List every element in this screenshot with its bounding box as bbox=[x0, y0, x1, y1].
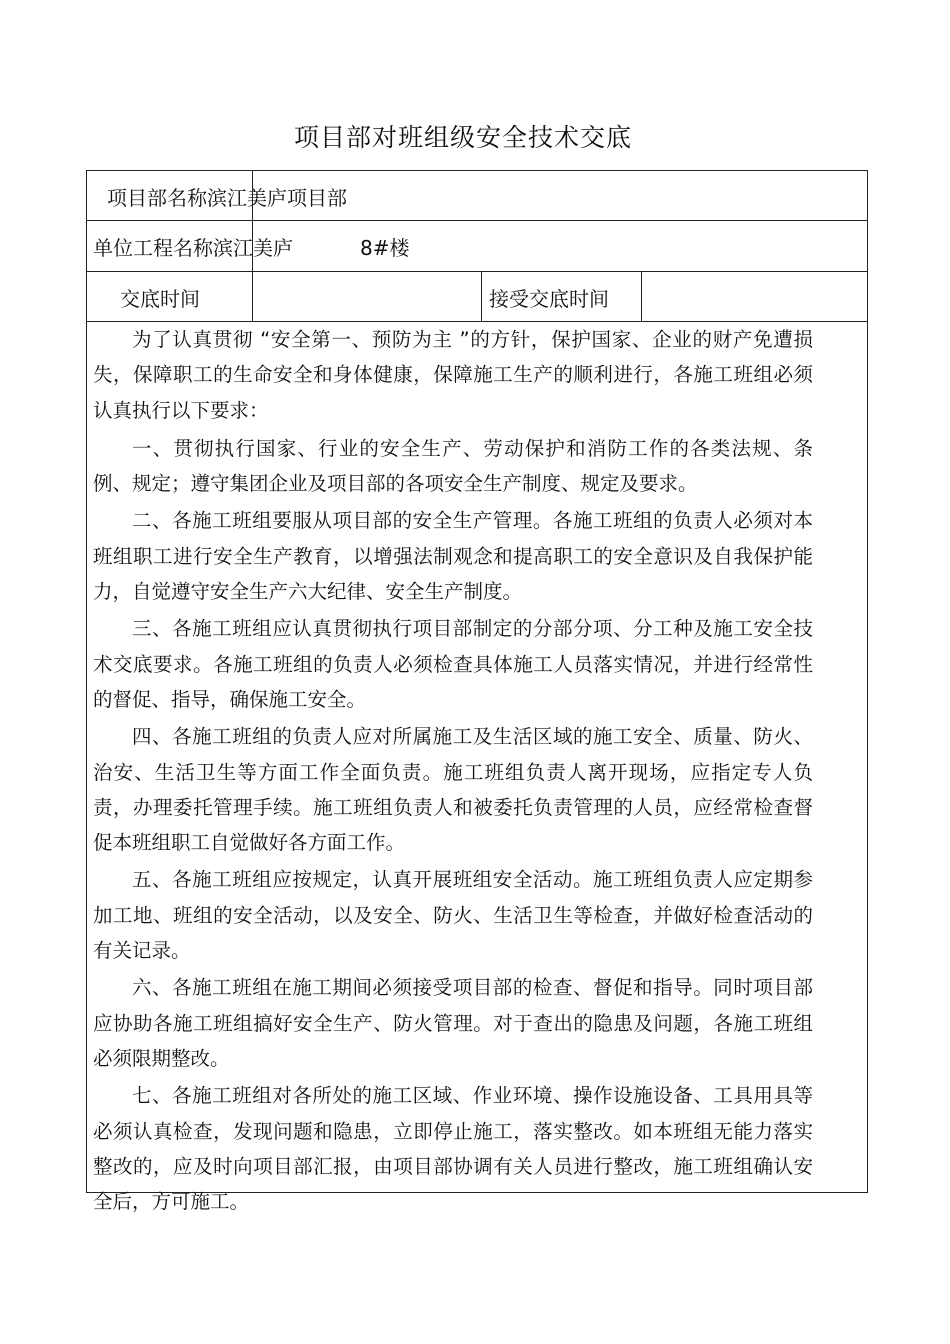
row-handover-time bbox=[87, 272, 867, 322]
document-title: 项目部对班组级安全技术交底 bbox=[293, 123, 632, 152]
requirement-paragraph: 一、贯彻执行国家、行业的安全生产、劳动保护和消防工作的各类法规、条例、规定；遵守集团企业及项目部的各项安全生产制度、规定及要求。 bbox=[93, 436, 813, 496]
cell-divider bbox=[481, 272, 482, 322]
requirement-paragraph: 三、各施工班组应认真贯彻执行项目部制定的分部分项、分工种及施工安全技术交底要求。各施工班组的负责人必须检查具体施工人员落实情况，并进行经常性的督促、指导，确保施工安全。 bbox=[93, 617, 813, 711]
receive-time-label: 接受交底时间 bbox=[489, 287, 609, 311]
handover-time-label: 交底时间 bbox=[120, 287, 200, 311]
requirement-paragraph: 四、各施工班组的负责人应对所属施工及生活区域的施工安全、质量、防火、治安、生活卫生等方面工作全面负责。施工班组负责人离开现场，应指定专人负责，办理委托管理手续。施工班组负责人和被委托负责管理的人员，应经常检查督促本班组职工自觉做好各方面工作。 bbox=[93, 725, 813, 855]
project-name-text: 项目部名称滨江美庐项目部 bbox=[107, 186, 347, 210]
cell-divider bbox=[252, 272, 253, 322]
requirement-paragraph: 五、各施工班组应按规定，认真开展班组安全活动。施工班组负责人应定期参加工地、班组的安全活动，以及安全、防火、生活卫生等检查，并做好检查活动的有关记录。 bbox=[93, 868, 813, 963]
unit-name-value: 8#楼 bbox=[360, 236, 410, 260]
row-unit-name bbox=[87, 221, 867, 272]
requirement-paragraph: 二、各施工班组要服从项目部的安全生产管理。各施工班组的负责人必须对本班组职工进行安全生产教育，以增强法制观念和提高职工的安全意识及自我保护能力，自觉遵守安全生产六大纪律、安全生产制度。 bbox=[93, 509, 813, 604]
cell-divider bbox=[641, 272, 642, 322]
row-project-name bbox=[87, 171, 867, 221]
cell-divider bbox=[252, 171, 253, 272]
requirement-paragraph: 六、各施工班组在施工期间必须接受项目部的检查、督促和指导。同时项目部应协助各施工班组搞好安全生产、防火管理。对于查出的隐患及问题，各施工班组必须限期整改。 bbox=[93, 976, 813, 1070]
requirement-paragraph: 七、各施工班组对各所处的施工区域、作业环境、操作设施设备、工具用具等必须认真检查，发现问题和隐患，立即停止施工，落实整改。如本班组无能力落实整改的，应及时向项目部汇报，由项目部协调有关人员进行整改，施工班组确认安全后，方可施工。 bbox=[93, 1084, 813, 1214]
intro-paragraph: 为了认真贯彻 “安全第一、预防为主 ”的方针，保护国家、企业的财产免遭损失，保障职工的生命安全和身体健康，保障施工生产的顺利进行，各施工班组必须认真执行以下要求： bbox=[93, 328, 813, 422]
unit-name-label: 单位工程名称滨江美庐 bbox=[93, 236, 293, 260]
handover-content bbox=[93, 322, 813, 1221]
